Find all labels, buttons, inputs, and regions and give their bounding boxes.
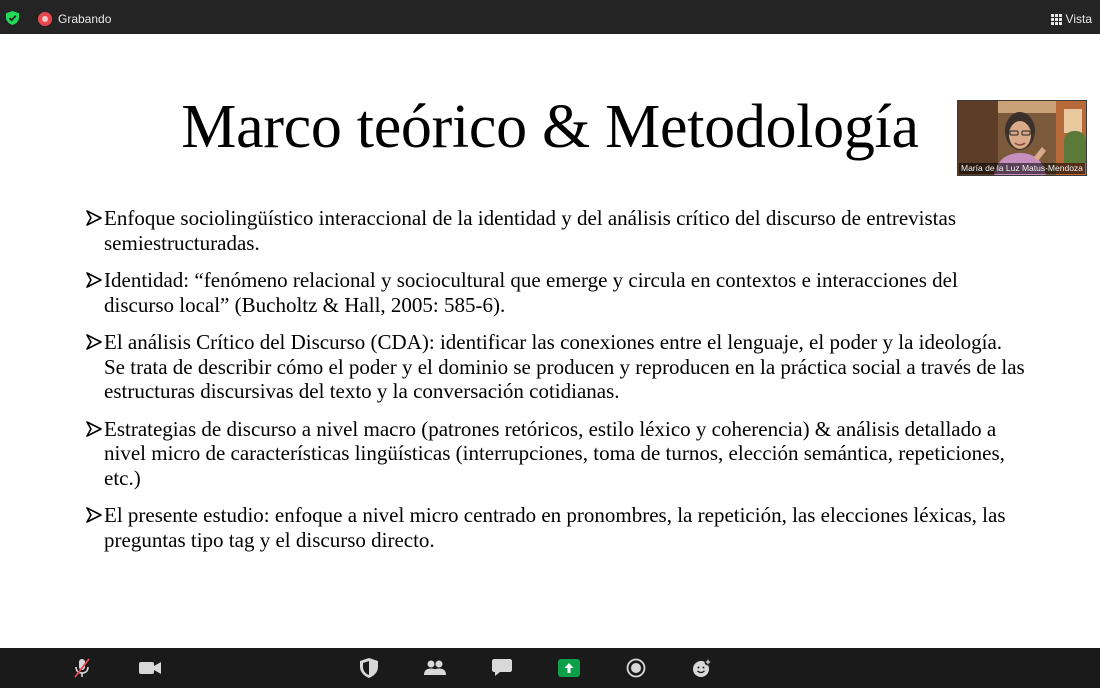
slide-bullet-text: Estrategias de discurso a nivel macro (patrones retóricos, estilo léxico y coherencia) & análisis detallado a nivel micro de características lingüísticas (interrupciones, toma de turnos, elección semántica, repeticiones, etc.)	[104, 416, 1005, 490]
share-screen-button[interactable]	[558, 657, 580, 679]
reactions-icon	[692, 658, 712, 678]
record-icon	[626, 658, 646, 678]
slide-bullet	[86, 206, 1026, 255]
video-camera-icon	[139, 660, 161, 676]
share-screen-icon	[558, 659, 580, 677]
slide-title: Marco teórico & Metodología	[181, 93, 919, 161]
slide-bullet-list	[86, 206, 1026, 565]
meeting-top-bar	[0, 0, 1100, 34]
arrowhead-bullet-icon	[86, 334, 102, 350]
recording-indicator[interactable]	[38, 12, 111, 26]
video-background	[1064, 109, 1082, 133]
slide-bullet-text: Enfoque sociolingüístico interaccional de la identidad y del análisis crítico del discurso de entrevistas semiestructuradas.	[104, 206, 956, 255]
slide-bullet	[86, 503, 1026, 552]
view-button[interactable]	[1051, 12, 1092, 26]
arrowhead-bullet-icon	[86, 421, 102, 437]
encryption-shield-icon[interactable]	[6, 11, 19, 25]
view-label: Vista	[1065, 12, 1092, 26]
speaker-video-thumbnail[interactable]	[957, 100, 1087, 176]
slide-bullet	[86, 417, 1026, 491]
participants-icon	[424, 660, 446, 676]
slide-bullet-text: El análisis Crítico del Discurso (CDA): identificar las conexiones entre el lenguaje, el poder y la ideología. Se trata de describir cómo el poder y el dominio se producen y reproducen en la práctica social a través de las estructuras discursivas del texto y la conversación cotidianas.	[104, 330, 1025, 403]
slide-bullet	[86, 330, 1026, 404]
chat-button[interactable]	[491, 657, 513, 679]
security-button[interactable]	[358, 657, 380, 679]
arrowhead-bullet-icon	[86, 210, 102, 226]
video-background	[1064, 131, 1086, 163]
video-button[interactable]	[139, 657, 161, 679]
shared-screen-slide	[0, 34, 1100, 648]
slide-bullet-text: El presente estudio: enfoque a nivel micro centrado en pronombres, la repetición, las elecciones léxicas, las preguntas tipo tag y el discurso directo.	[104, 503, 1006, 552]
reactions-button[interactable]	[691, 657, 713, 679]
slide-bullet	[86, 268, 1026, 317]
participants-button[interactable]	[424, 657, 446, 679]
recording-dot-icon	[38, 12, 52, 26]
security-shield-icon	[360, 658, 378, 678]
chat-icon	[492, 659, 512, 677]
recording-label: Grabando	[58, 12, 112, 26]
arrowhead-bullet-icon	[86, 272, 102, 288]
mute-button[interactable]	[71, 657, 93, 679]
participant-name-label: María de la Luz Matus-Mendoza	[961, 163, 1083, 173]
grid-view-icon	[1051, 14, 1062, 25]
slide-bullet-text: Identidad: “fenómeno relacional y sociocultural que emerge y circula en contextos e interacciones del discurso local” (Bucholtz & Hall, 2005: 585-6).	[104, 268, 958, 317]
arrowhead-bullet-icon	[86, 507, 102, 523]
record-button[interactable]	[625, 657, 647, 679]
meeting-toolbar	[0, 648, 1100, 688]
microphone-muted-icon	[72, 657, 92, 679]
